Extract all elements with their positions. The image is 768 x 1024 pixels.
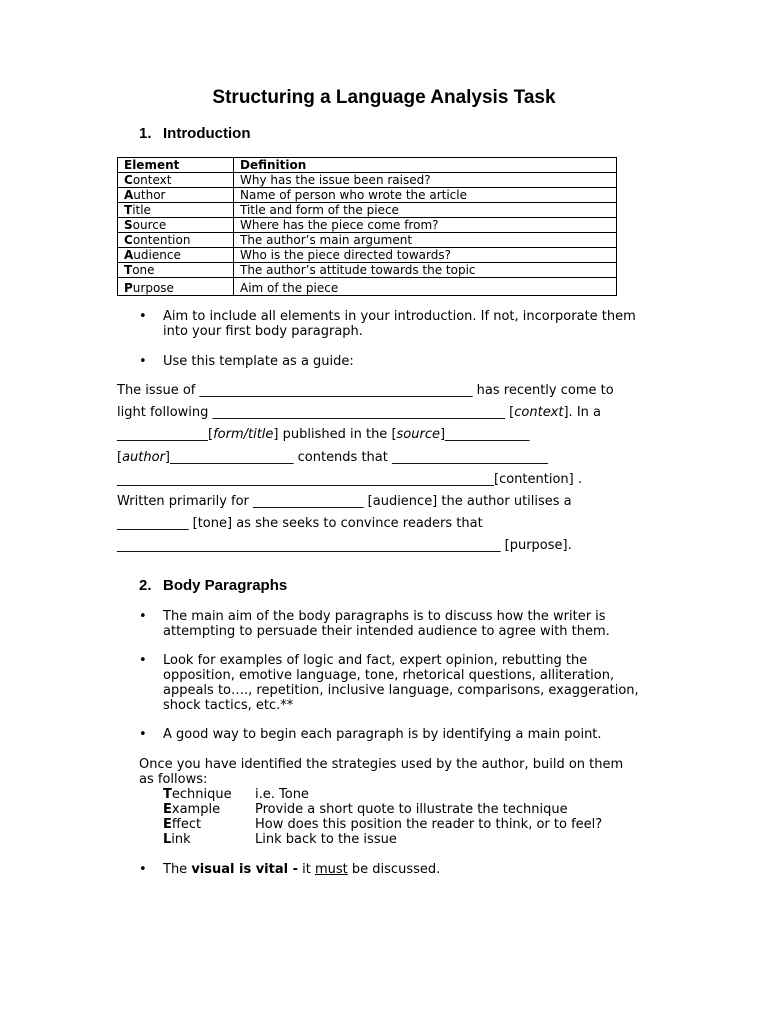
- bullet-text: Aim to include all elements in your introduction. If not, incorporate them into your first body paragraph.: [163, 309, 636, 339]
- element-cell: Audience: [118, 248, 234, 263]
- section-number: 1.: [139, 125, 152, 142]
- definition-cell: Title and form of the piece: [234, 203, 617, 218]
- element-cell: Tone: [118, 263, 234, 278]
- teel-item: Link Link back to the issue: [163, 832, 397, 847]
- table-row: [118, 203, 617, 218]
- template-line: __________________________________________________________[contention] .: [117, 472, 582, 487]
- bullet-text: The main aim of the body paragraphs is to discuss how the writer is attempting to persuade their intended audience to agree with them.: [163, 609, 610, 639]
- section-title: Body Paragraphs: [163, 577, 288, 594]
- bullet-icon: •: [139, 862, 147, 877]
- template-line: Written primarily for _________________ [audience] the author utilises a: [117, 494, 572, 509]
- definition-cell: The author’s main argument: [234, 233, 617, 248]
- template-line: ___________ [tone] as she seeks to convince readers that: [117, 516, 483, 531]
- table-row: [118, 248, 617, 263]
- section-number: 2.: [139, 577, 152, 594]
- column-header-element: Element: [118, 158, 234, 173]
- table-row: [118, 233, 617, 248]
- definition-cell: The author’s attitude towards the topic: [234, 263, 617, 278]
- template-line: [author]___________________ contends that ________________________: [117, 450, 548, 465]
- definition-cell: Name of person who wrote the article: [234, 188, 617, 203]
- element-cell: Contention: [118, 233, 234, 248]
- teel-item: Example Provide a short quote to illustrate the technique: [163, 802, 568, 817]
- cat-stap-table: [117, 157, 617, 296]
- element-cell: Purpose: [118, 278, 234, 296]
- bullet-icon: •: [139, 653, 147, 668]
- table-row: [118, 218, 617, 233]
- table-header-row: [118, 158, 617, 173]
- teel-item: Technique i.e. Tone: [163, 787, 309, 802]
- teel-list: [163, 787, 602, 847]
- template-line: light following _____________________________________________ [context]. In a: [117, 405, 601, 420]
- element-cell: Author: [118, 188, 234, 203]
- definition-cell: Who is the piece directed towards?: [234, 248, 617, 263]
- template-line: ______________[form/title] published in the [source]_____________: [117, 427, 530, 442]
- bullet-text: The visual is vital - it must be discussed.: [163, 862, 441, 877]
- bullet-text: A good way to begin each paragraph is by identifying a main point.: [163, 727, 602, 742]
- element-cell: Context: [118, 173, 234, 188]
- table-row: [118, 173, 617, 188]
- bullet-icon: •: [139, 309, 147, 324]
- definition-cell: Aim of the piece: [234, 278, 617, 296]
- section-title: Introduction: [163, 125, 251, 142]
- section-heading-introduction: [139, 125, 250, 142]
- definition-cell: Why has the issue been raised?: [234, 173, 617, 188]
- element-cell: Source: [118, 218, 234, 233]
- section-heading-body-paragraphs: [139, 577, 287, 594]
- bullet-icon: •: [139, 609, 147, 624]
- bullet-text: Look for examples of logic and fact, expert opinion, rebutting the opposition, emotive language, tone, rhetorical questions, alliteration, appeals to…., repetition, inclusive language, comparisons, exaggeration, shock tactics, etc.**: [163, 653, 639, 713]
- template-line: ___________________________________________________________ [purpose].: [117, 538, 572, 553]
- table-row: [118, 188, 617, 203]
- template-line: The issue of __________________________________________ has recently come to: [117, 383, 614, 398]
- teel-item: Effect How does this position the reader to think, or to feel?: [163, 817, 603, 832]
- table-row: [118, 263, 617, 278]
- bullet-icon: •: [139, 354, 147, 369]
- table-row: [118, 278, 617, 296]
- element-cell: Title: [118, 203, 234, 218]
- column-header-definition: Definition: [234, 158, 617, 173]
- bullet-text: Use this template as a guide:: [163, 354, 354, 369]
- teel-intro: Once you have identified the strategies used by the author, build on them as follows:: [139, 757, 624, 787]
- document-title: Structuring a Language Analysis Task: [212, 87, 556, 108]
- definition-cell: Where has the piece come from?: [234, 218, 617, 233]
- bullet-icon: •: [139, 727, 147, 742]
